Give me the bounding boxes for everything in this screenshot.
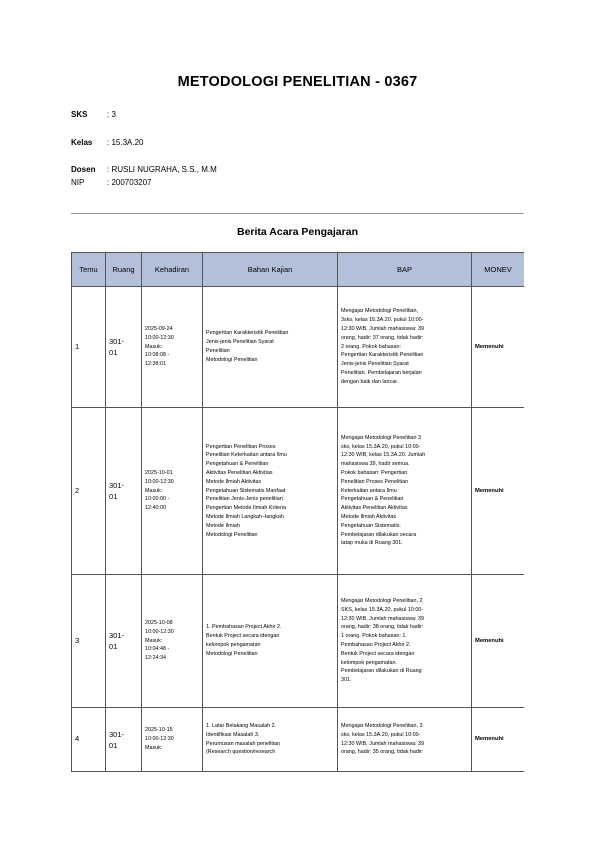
header-bahan-kajian: Bahan Kajian: [203, 253, 338, 287]
cell-kehadiran-line: 2025-09-24: [145, 326, 173, 332]
cell-bahan-kajian-line: Penelitian: [206, 348, 230, 354]
cell-bahan-kajian: [203, 575, 338, 708]
cell-bap-line: 12:30 WIB, kelas 15.3A.20. Jumlah: [341, 452, 426, 459]
cell-kehadiran-line: 10:00:00 -: [145, 496, 170, 503]
cell-kehadiran-line: 12:38:01: [145, 361, 166, 368]
cell-bahan-kajian: [203, 287, 338, 408]
cell-bahan-kajian-line: Metodologi Penelitian: [206, 650, 258, 657]
bap-table: [71, 252, 524, 772]
cell-bap-line: Pengertian Karakteristik Penelitian: [341, 352, 424, 359]
cell-bap-line: Mengajar Metodologi Penelitian, 2: [341, 598, 423, 605]
cell-ruang: 301- 01: [106, 575, 142, 708]
cell-kehadiran-line: 10:00-12:30: [145, 334, 174, 341]
cell-kehadiran: [142, 575, 203, 708]
cell-bahan-kajian-line: Pengetahuan Sistematis Manfaat: [206, 487, 286, 494]
info-label: Kelas: [71, 138, 93, 147]
header-ruang: Ruang: [106, 253, 142, 287]
cell-bahan-kajian-line: Metodologi Penelitian: [206, 356, 258, 363]
cell-monev: Memenuhi: [472, 287, 525, 408]
cell-bap-line: Mengajar Metodologi Penelitian,: [341, 308, 419, 315]
table-row: [72, 575, 525, 708]
cell-bap-line: 1 orang. Pokok bahasan: 1.: [341, 633, 407, 640]
info-label: NIP: [71, 178, 85, 187]
cell-ruang: 301- 01: [106, 708, 142, 772]
cell-bahan-kajian-line: Metode Ilmiah: [206, 522, 240, 529]
cell-bap-line: orang, hadir: 38 orang, tidak hadir:: [341, 624, 424, 631]
cell-temu: 4: [72, 708, 106, 772]
table-header-row: [72, 253, 525, 287]
cell-temu: 3: [72, 575, 106, 708]
info-value: : 15.3A.20: [107, 138, 144, 147]
section-title: Berita Acara Pengajaran: [236, 226, 358, 238]
cell-bahan-kajian-line: Aktivitas Penelitian Aktivitas: [206, 470, 273, 476]
cell-kehadiran-line: 12:40:00: [145, 505, 166, 512]
cell-bap-line: Metode Ilmiah Aktivitas: [341, 513, 397, 520]
cell-bap-line: Keterkaitan antara Ilmu: [341, 487, 397, 494]
document-title: METODOLOGI PENELITIAN - 0367: [177, 74, 418, 90]
cell-bap-line: kelompok pengamatan.: [341, 659, 398, 666]
table-row: [72, 408, 525, 575]
cell-bahan-kajian-line: Pengetahuan & Penelitian: [206, 461, 269, 468]
cell-bahan-kajian-line: Metode Ilmiah Aktivitas: [206, 478, 262, 485]
cell-kehadiran: [142, 708, 203, 772]
cell-bap-line: orang, hadir: 37 orang, tidak hadir:: [341, 334, 424, 341]
cell-ruang: 301- 01: [106, 287, 142, 408]
cell-bap-line: sks, kelas 15.3A.20, pukul 10:00-: [341, 443, 421, 450]
cell-bap-line: Jenis-jenis Penelitian Syarat: [341, 361, 409, 368]
cell-kehadiran-line: Masuk:: [145, 637, 163, 644]
cell-bap-line: Pembelajaran dilakukan secara: [341, 531, 417, 538]
header-monev: MONEV: [472, 253, 525, 287]
cell-monev: Memenuhi: [472, 708, 525, 772]
cell-bahan-kajian-line: Metodologi Penelitian: [206, 531, 258, 538]
cell-monev: Memenuhi: [472, 575, 525, 708]
cell-temu: 2: [72, 408, 106, 575]
cell-kehadiran-line: 2025-10-01: [145, 470, 173, 476]
cell-bahan-kajian: [203, 708, 338, 772]
cell-bahan-kajian-line: (Research question/research: [206, 749, 276, 756]
cell-bahan-kajian-line: 1. Pembahasan Project Akhir 2.: [206, 624, 282, 631]
table-row: [72, 287, 525, 408]
bap-table-wrapper: [71, 252, 524, 842]
cell-bap-line: tatap muka di Ruang 301.: [341, 540, 403, 547]
cell-temu: 1: [72, 287, 106, 408]
info-value: : RUSLI NUGRAHA, S.S., M.M: [107, 165, 217, 174]
cell-bap-line: sks, kelas 15.3A.20, pukul 10:00-: [341, 731, 421, 738]
cell-bahan-kajian-line: 1. Latar Belakang Masalah 2.: [206, 722, 277, 729]
cell-bahan-kajian-line: Metode Ilmiah Langkah–langkah: [206, 513, 284, 520]
cell-bap-line: dengan baik dan lancar.: [341, 378, 399, 385]
divider: [71, 213, 524, 214]
cell-bap-line: Penelitian Proses Penelitian: [341, 478, 409, 485]
cell-kehadiran: [142, 287, 203, 408]
cell-kehadiran-line: 10:04:48 -: [145, 646, 170, 653]
cell-bap-line: Pembelajaran dilakukan di Ruang: [341, 668, 422, 675]
cell-bahan-kajian-line: Pengertian Penelitian Proses: [206, 443, 276, 450]
cell-bahan-kajian-line: kelompok pengamatan: [206, 642, 261, 648]
cell-bap: [338, 708, 472, 772]
cell-kehadiran-line: 12:24:34: [145, 655, 166, 662]
cell-bahan-kajian-line: Jenis-jenis Penelitian Syarat: [206, 339, 274, 346]
cell-kehadiran-line: 10:00-12:30: [145, 478, 174, 485]
cell-bap-line: Pokok bahasan: Pengertian: [341, 470, 408, 476]
header-kehadiran: Kehadiran: [142, 253, 203, 287]
cell-monev: Memenuhi: [472, 408, 525, 575]
table-row: [72, 708, 525, 772]
cell-bap-line: Aktivitas Penelitian Aktivitas: [341, 505, 408, 512]
info-nip: [71, 178, 152, 188]
cell-bahan-kajian-line: Perumusan masalah penelitian: [206, 740, 281, 747]
cell-kehadiran-line: Masuk:: [145, 343, 163, 350]
cell-bap-line: Penelitian. Pembelajaran berjalan: [341, 369, 422, 376]
cell-bap-line: Bentuk Project secara idengan: [341, 650, 415, 657]
cell-kehadiran-line: 10:08:08 -: [145, 352, 170, 359]
cell-kehadiran: [142, 408, 203, 575]
cell-bap-line: mahasiswa 39, hadir semua.: [341, 461, 410, 468]
cell-bap: [338, 408, 472, 575]
cell-bahan-kajian-line: Pengertian Karakteristik Penelitian: [206, 330, 289, 337]
header-temu: Temu: [72, 253, 106, 287]
cell-bahan-kajian-line: Penelitian Keterkaitan antara Ilmu: [206, 452, 287, 459]
cell-kehadiran-line: 10:00-12:30: [145, 628, 174, 635]
info-value: : 200703207: [107, 178, 152, 187]
cell-bap-line: Mengajar Metodologi Penelitian 3: [341, 434, 422, 441]
cell-bap-line: 12:30 WIB, Jumlah mahasiswa: 39: [341, 740, 424, 747]
header-bap: BAP: [338, 253, 472, 287]
cell-bap-line: Pengetahuan & Penelitian: [341, 496, 404, 503]
cell-bap-line: 2 orang. Pokok bahasan:: [341, 343, 401, 350]
cell-kehadiran-line: 10:00-12:30: [145, 736, 174, 743]
cell-bap-line: 3sks, kelas 15.3A.20, pukul 10:00-: [341, 317, 424, 324]
cell-bap: [338, 575, 472, 708]
info-kelas: [71, 138, 143, 148]
cell-bahan-kajian: [203, 408, 338, 575]
cell-ruang: 301- 01: [106, 408, 142, 575]
cell-bap-line: Pembahasan Project Akhir 2.: [341, 642, 411, 648]
cell-kehadiran-line: 2025-10-08: [145, 620, 173, 626]
cell-bap-line: 12:30 WIB, Jumlah mahasiswa: 39: [341, 615, 424, 622]
cell-kehadiran-line: Masuk:: [145, 487, 163, 494]
info-label: SKS: [71, 110, 88, 119]
cell-bahan-kajian-line: Penelitian Jenis-Jenis penelitian: [206, 496, 283, 503]
cell-bahan-kajian-line: Pengertian Metode Ilmiah Kriteria: [206, 505, 287, 512]
cell-bahan-kajian-line: Identifikasi Masalah 3.: [206, 731, 260, 738]
info-dosen: [71, 165, 217, 175]
cell-bahan-kajian-line: Bentuk Project secara idengan: [206, 633, 280, 640]
info-value: : 3: [107, 110, 116, 119]
info-label: Dosen: [71, 165, 96, 174]
cell-kehadiran-line: 2025-10-15: [145, 727, 173, 734]
cell-bap-line: 12:30 WIB, Jumlah mahasiswa: 39: [341, 326, 424, 332]
cell-bap: [338, 287, 472, 408]
cell-bap-line: SKS, kelas 15.3A.20, pukul 10:00-: [341, 606, 424, 613]
cell-kehadiran-line: Masuk:: [145, 744, 163, 751]
cell-bap-line: Pengetahuan Sistematis.: [341, 522, 401, 529]
table-body: [72, 287, 525, 772]
cell-bap-line: 301.: [341, 677, 352, 684]
cell-bap-line: Mengajar Metodologi Penelitian, 3: [341, 722, 423, 729]
info-sks: [71, 110, 116, 120]
cell-bap-line: orang, hadir: 35 orang, tidak hadir:: [341, 749, 424, 756]
